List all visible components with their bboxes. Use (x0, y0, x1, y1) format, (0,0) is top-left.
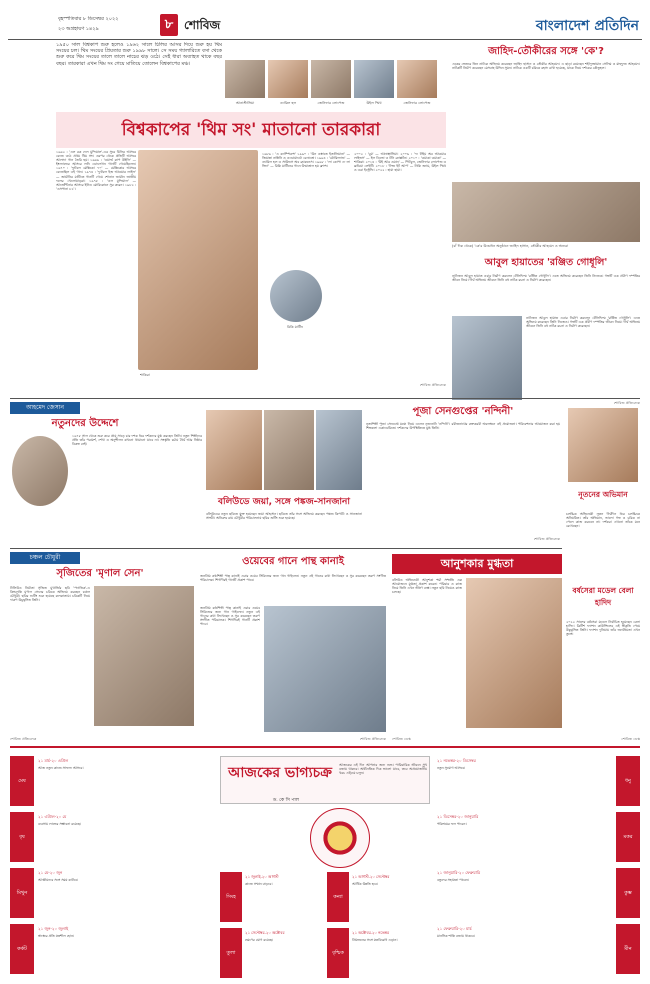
bolly-body: বলিউডের নতুন ছবিতে যুক্ত হয়েছেন জয়া আহসান। ছবিতে তাঁর সঙ্গে অভিনয় করছেন পঙ্কজ ত্রিপাঠী ও সানজানা সাংঘী। অনিরুদ্ধ রায় চৌধুরীর পরিচালনায় ছবির শুটিং শুরু হয়েছে। (206, 512, 362, 521)
horo-text: প্রিয়জনের সঙ্গে মতবিরোধ এড়ান। (352, 938, 398, 942)
horoscope-title-box (220, 756, 430, 804)
jahid-photo (452, 182, 640, 242)
name-1: আনাস্টাসিয়া (235, 101, 255, 105)
nutun-body: চলচ্চিত্র অভিনেত্রী নূতন দীর্ঘদিন ধরে চলচ্চিত্রে অনিয়মিত। তাঁর অভিমান, ভালো গল্প ও চরিত্র না পেলে কাজ করবেন না। দর্শকরা এখনো তাঁকে মনে রেখেছেন। (566, 512, 640, 529)
horo-item (10, 924, 215, 976)
horo-dates: ২১ জুন-২০ জুলাই (38, 926, 69, 931)
zodiac-wheel (310, 808, 370, 868)
horo-text: কাজে সম্মান বাড়বে। (245, 882, 273, 886)
horo-dates: ২১ ফেব্রুয়ারি-২০ মার্চ (437, 926, 472, 931)
chanchal-title: সৃজিতের 'মৃণাল সেন' (56, 568, 144, 579)
feature-right-col: ২০০২ : 'বুম' — আনাস্তাসিয়া। ২০০৬ : 'দ্য টাইম অব আওয়ার লাইভস' — ইল ডিভো ও টনি ব্র্যাক্সটন। ২০১০ : 'ওয়াকা ওয়াকা' — শাকিরা। ২০১৪ : 'উই আর ওয়ান' — পিটবুল, জেনিফার লোপেজ ও ক্লডিয়া লেইটি। ২০১৮ : 'লিভ ইট আপ' — নিকি জ্যাম, উইল স্মিথ ও এরা ইস্ট্রেফি। ২০২২ : হায়া হায়া। (354, 152, 446, 173)
horo-item (435, 812, 640, 864)
puja-byline: শোবিজ প্রতিবেদক (533, 537, 560, 541)
horo-dates: ২১ জুলাই-২০ আগস্ট (245, 874, 279, 879)
headshot-1 (225, 60, 265, 98)
ahmed-body: ১৯৭৮ সাল থেকে শুরু করে প্রায় সাড়ে চার দশক ধরে দর্শকদের মুগ্ধ করছেন তিনি। নতুন শিল্পীদের প্রতি তাঁর পরামর্শ, শেখা ও অনুশীলন কখনো থামানো যাবে না। সংস্কৃতি চর্চায় ধৈর্য আর নিষ্ঠার বিকল্প নেই। (72, 434, 202, 447)
horo-text: পরিশ্রমের ফল পাবেন। (437, 822, 467, 826)
horo-text: ভ্রমণের যোগ রয়েছে। (245, 938, 274, 942)
horo-text: ব্যবসায় লাভের সম্ভাবনা রয়েছে। (38, 822, 82, 826)
jahid-caption: (বাঁ দিক থেকে) 'কে'র উদ্বোধন অনুষ্ঠানে জাহিদ হাসান, তৌকীর আহমেদ ও অন্যরা (452, 244, 569, 248)
horoscope-section (10, 746, 640, 978)
chanchal-byline: শোবিজ প্রতিবেদক (10, 737, 37, 741)
pantha-body-2: জনপ্রিয় কণ্ঠশিল্পী পান্থ কানাই এবার ওয়েব সিরিজের জন্য গান গাইলেন। নতুন এই গানের কথা লিখেছেন ও সুর করেছেন তরুণ সংগীত পরিচালক। শিগগিরই গানটি প্রকাশ পাবে। (200, 606, 260, 627)
chanchal-body: টালিউড নির্মাতা সৃজিত মুখার্জির ছবি 'পদাতিক'-এ কিংবদন্তি মৃণাল সেনের চরিত্রে অভিনয় করছেন চঞ্চল চৌধুরী। ছবির শুটিং শুরু হয়েছে কলকাতায়। চরিত্রটি নিয়ে দারুণ উচ্ছ্বসিত তিনি। (10, 586, 90, 603)
horo-dates: ২১ মে-২০ জুন (38, 870, 63, 875)
horo-sign: বৃশ্চিক (327, 928, 349, 978)
feature-title: বিশ্বকাপের 'থিম সং' মাতানো তারকারা (121, 120, 381, 140)
abul-title: আবুল হায়াতের 'রঞ্জিত গোধূলি' (484, 257, 608, 268)
horo-dates: ২১ মার্চ-২০ এপ্রিল (38, 758, 69, 763)
horo-dates: ২১ আগস্ট-২০ সেপ্টেম্বর (352, 874, 390, 879)
page-number: ৮ (160, 14, 178, 36)
headshot-3 (311, 60, 351, 98)
horo-dates: ২১ এপ্রিল-২০ মে (38, 814, 67, 819)
ricky-photo (270, 270, 322, 322)
pantha-body: জনপ্রিয় কণ্ঠশিল্পী পান্থ কানাই এবার ওয়েব সিরিজের জন্য গান গাইলেন। নতুন এই গানের কথা লিখেছেন ও সুর করেছেন তরুণ সংগীত পরিচালক। শিগগিরই গানটি প্রকাশ পাবে। (200, 574, 386, 583)
name-2: ড্যারিল হল (279, 101, 297, 105)
bela-body: ২০২২ সালের বর্ষসেরা মডেল নির্বাচিত হয়েছেন বেলা হাদিদ। ব্রিটিশ ফ্যাশন কাউন্সিলের এই স্বীকৃতি পেয়ে উচ্ছ্বসিত তিনি। ফ্যাশন দুনিয়ায় তাঁর জনপ্রিয়তা এখন তুঙ্গে। (566, 620, 640, 637)
horo-item (435, 924, 640, 976)
horo-text: আজ নতুন কাজে সাফল্য আসবে। (38, 766, 84, 770)
pantha-byline: শোবিজ প্রতিবেদক (359, 737, 386, 741)
headshot-5 (397, 60, 437, 98)
horo-sign: ধনু (616, 756, 640, 806)
pantha-photo (264, 606, 386, 732)
abul-body-2: নাট্যজন আবুল হায়াত এবার নির্মাণ করলেন টেলিফিল্ম 'রঞ্জিত গোধূলি'। এতে অভিনয় করেছেন তিনি নিজেও। গল্পটি এক প্রবীণ দম্পতির জীবন নিয়ে। দীর্ঘ অভিনয় জীবনে তিনি বহু নাটক রচনা ও নির্মাণ করেছেন। (526, 316, 640, 329)
pantha-title: ওয়েবের গানে পান্থ কানাই (242, 556, 344, 567)
anushka-byline: শোবিজ ডেস্ক (392, 737, 411, 741)
anushka-body: বলিউড অভিনেত্রী আনুশকা শর্মা সম্প্রতি এক আয়োজনে মুগ্ধতা প্রকাশ করেন। পরিবার ও কাজ নিয়ে তিনি এখন ভীষণ ব্যস্ত। নতুন ছবি নিয়েও কাজ চলছে। (392, 578, 462, 595)
ricky-caption: রিকি মার্টিন (287, 325, 303, 329)
horo-sign: মেষ (10, 756, 34, 806)
horo-sign: কুম্ভ (616, 868, 640, 918)
horo-item (10, 756, 215, 808)
horo-item (10, 812, 215, 864)
horo-sign: কর্কট (10, 924, 34, 974)
horo-item (220, 872, 323, 924)
horo-text: আর্থিক উন্নতি হবে। (352, 882, 378, 886)
abul-byline: শোবিজ প্রতিবেদক (613, 401, 640, 405)
bela-byline: শোবিজ ডেস্ক (621, 737, 640, 741)
horoscope-title: আজকের ভাগ্যচক্র (228, 765, 332, 781)
horo-text: আত্মীয়দের সঙ্গে সময় কাটবে। (38, 878, 79, 882)
shakira-photo (138, 150, 258, 370)
header-rule (8, 39, 642, 40)
horo-dates: ২১ জানুয়ারি-২০ ফেব্রুয়ারি (437, 870, 481, 875)
feature-middle-col: ১৯৮৬ : 'এ ক্যাম্পিওন্স' ১৯৯০ : 'উন এস্তাতে ইতালিয়ানা' — জিয়ান্না নান্নিনি ও এডোয়ার্ডো বেনাতো। ১৯৯৪ : 'গ্লোরিল্যান্ড' — ড্যারিল হল ও সাউন্ডস অব ব্ল্যাকনেস। ১৯৯৮ : 'লা কোপা দে লা ভিদা' — রিকি মার্টিনের গানে উন্মাতাল হয় ফ্রান্স। (262, 152, 350, 169)
nutun-photo (568, 408, 638, 482)
horo-dates: ২১ নভেম্বর-২০ ডিসেম্বর (437, 758, 476, 763)
horo-text: মানসিক শান্তি বজায় থাকবে। (437, 934, 475, 938)
brand-logo: বাংলাদেশ প্রতিদিন (535, 18, 639, 34)
section-title: শোবিজ (184, 18, 221, 32)
horo-text: নতুন সুযোগ আসবে। (437, 766, 466, 770)
anushka-title: আনুশকার মুগ্ধতা (392, 554, 562, 574)
bolly-photo-1 (206, 410, 262, 490)
bolly-photo-2 (264, 410, 314, 490)
horo-sign: মকর (616, 812, 640, 862)
anushka-photo (466, 578, 562, 728)
section-rule-2 (10, 548, 562, 549)
horoscope-intro: আজকের এই দিন আপনার জন্য শুভ। পারিবারিক জীবনে সুখ বজায় থাকবে। অর্থনৈতিক দিক ভালো যাবে, তবে অপ্রয়োজনীয় খরচ এড়িয়ে চলুন। (339, 763, 427, 776)
chanchal-author: চঞ্চল চৌধুরী (10, 552, 80, 564)
horo-sign: মিথুন (10, 868, 34, 918)
header-bar (8, 4, 642, 40)
section-rule-1 (10, 398, 640, 399)
header-date-2: ২৩ অগ্রহায়ণ ১৪২৯ (58, 26, 99, 32)
horo-item (435, 756, 640, 808)
horo-item (220, 928, 323, 978)
ahmed-photo (12, 436, 68, 506)
horoscope-right-col (435, 748, 640, 978)
bolly-photo-3 (316, 410, 362, 490)
horo-sign: কন্যা (327, 872, 349, 922)
headshot-2 (268, 60, 308, 98)
nutun-title: নূতনের অভিমান (578, 490, 628, 499)
horo-sign: বৃষ (10, 812, 34, 862)
horoscope-mid-col (220, 872, 430, 978)
jahid-body: একের ভেতরে তিন নাটকে অভিনয় করেছেন জাহিদ হাসান ও তৌকীর আহমেদ। এ ছাড়া রয়েছেন শহীদুজ্জামান সেলিম ও মাহফুজ আহমেদ। নাটকটি নির্মাণ করেছেন মেসবাহ উদ্দিন সুমন। নাটকে একটি চরিত্রে রহস্য রাখা হয়েছে, যাকে নিয়ে দর্শকের কৌতূহল। (452, 62, 640, 71)
horo-item (327, 872, 430, 924)
ahmed-author: আহমেদ জেসান (10, 402, 80, 414)
feature-title-band (56, 112, 446, 148)
horoscope-author: ড. কে সি পাল (273, 798, 299, 803)
horo-dates: ২১ সেপ্টেম্বর-২০ অক্টোবর (245, 930, 285, 935)
ahmed-title: নতুনদের উদ্দেশে (51, 418, 119, 429)
abul-body: নাট্যজন আবুল হায়াত এবার নির্মাণ করলেন টেলিফিল্ম 'রঞ্জিত গোধূলি'। এতে অভিনয় করেছেন তিনি নিজেও। গল্পটি এক প্রবীণ দম্পতির জীবন নিয়ে। দীর্ঘ অভিনয় জীবনে তিনি বহু নাটক রচনা ও নির্মাণ করেছেন। (452, 274, 640, 283)
header-date: বৃহস্পতিবার ৮ ডিসেম্বর ২০২২ (58, 16, 119, 22)
name-4: উইল স্মিথ (366, 101, 382, 105)
puja-body: নৃত্যশিল্পী পূজা সেনগুপ্ত মঞ্চে নিয়ে এলেন নৃত্যনাট্য 'নন্দিনী'। রবীন্দ্রনাথের রক্তকরবী অবলম্বনে এই প্রযোজনা। পরিবেশনার আয়োজন করা হয় শিল্পকলা একাডেমিতে। দর্শকদের উপস্থিতিতে মুগ্ধ তিনি। (366, 422, 560, 431)
horo-item (327, 928, 430, 978)
headshot-4 (354, 60, 394, 98)
horo-dates: ২১ অক্টোবর-২০ নভেম্বর (352, 930, 390, 935)
horo-text: বন্ধুদের সহায়তা পাবেন। (437, 878, 470, 882)
name-3: জেনিফার লোপেজ (317, 101, 345, 105)
chanchal-photo (94, 586, 194, 726)
abul-photo (452, 316, 522, 400)
horo-text: স্বাস্থ্যের প্রতি যত্নশীল হোন। (38, 934, 75, 938)
name-5: জেনিফার লোপেজ (403, 101, 431, 105)
horo-sign: মীন (616, 924, 640, 974)
bolly-title: বলিউডে জয়া, সঙ্গে পঙ্কজ-সানজানা (218, 497, 350, 507)
horoscope-left-col (10, 748, 215, 978)
horo-item (10, 868, 215, 920)
intro-text: ১৯৫০ সাল বিশ্বকাপ শুরু হলেও ১৯৬২ সালে চিলির আসর দিয়ে শুরু হয় থিম সংয়ের চল। থিম সংয়ের প্রিয়তার শুরু ১৯৯৮ সালে। সে সময় গ্যালারিতে বসা থেকে শুরু করে থিম সংয়ের তালে তালে নাচের ঝড় ওঠে। সেই ধারা অব্যাহত থাকে বছর বছর। তারকারা এখন থিম সং গেয়ে মাতিয়ে তোলেন বিশ্বকাপের মঞ্চ। (56, 42, 222, 67)
bela-title: বর্ষসেরা মডেল বেলা হাদিদ (572, 586, 634, 607)
shakira-caption: শাকিরা (140, 373, 150, 377)
jahid-title: জাহিদ-তৌকীরের সঙ্গে 'কে'? (488, 46, 604, 57)
puja-title: পূজা সেনগুপ্তের 'নন্দিনী' (412, 406, 514, 417)
horo-sign: সিংহ (220, 872, 242, 922)
horo-item (435, 868, 640, 920)
horo-dates: ২১ ডিসেম্বর-২০ জানুয়ারি (437, 814, 479, 819)
feature-byline: শোবিজ প্রতিবেদক (419, 383, 446, 387)
feature-left-col: ১৯৬২ : 'এল রক দেল মুন্দিয়াল'-এর সুরে চিলির আসরে বেজে ওঠে প্রথম থিম সং। এরপর থেকে প্রতিটি আসরে আলাদা গান তৈরি হয়। ১৯৬৬ : 'ওয়ার্ল্ড কাপ উইলি' — ইংল্যান্ডের আসরে লনি ডোনেগান গানটি গেয়েছিলেন। ১৯৭০ : 'ফুটবল মেক্সিকো ৭০' — মেক্সিকোর আসরে বেজেছিল এই গান। ১৯৭৪ : 'ফুটবল ইজ আওয়ার লাইফ' — জার্মানির মাটিতে গানটি গেয়ে শোনান জার্মান জাতীয় দলের খেলোয়াড়রা। ১৯৭৮ : 'এল মুন্দিয়াল' — আর্জেন্টিনার আসরে ইনিও মোরিকোনে সুর করেন। ১৯৮২ : 'এসপানা ৮২'। (56, 150, 136, 191)
horo-sign: তুলা (220, 928, 242, 978)
